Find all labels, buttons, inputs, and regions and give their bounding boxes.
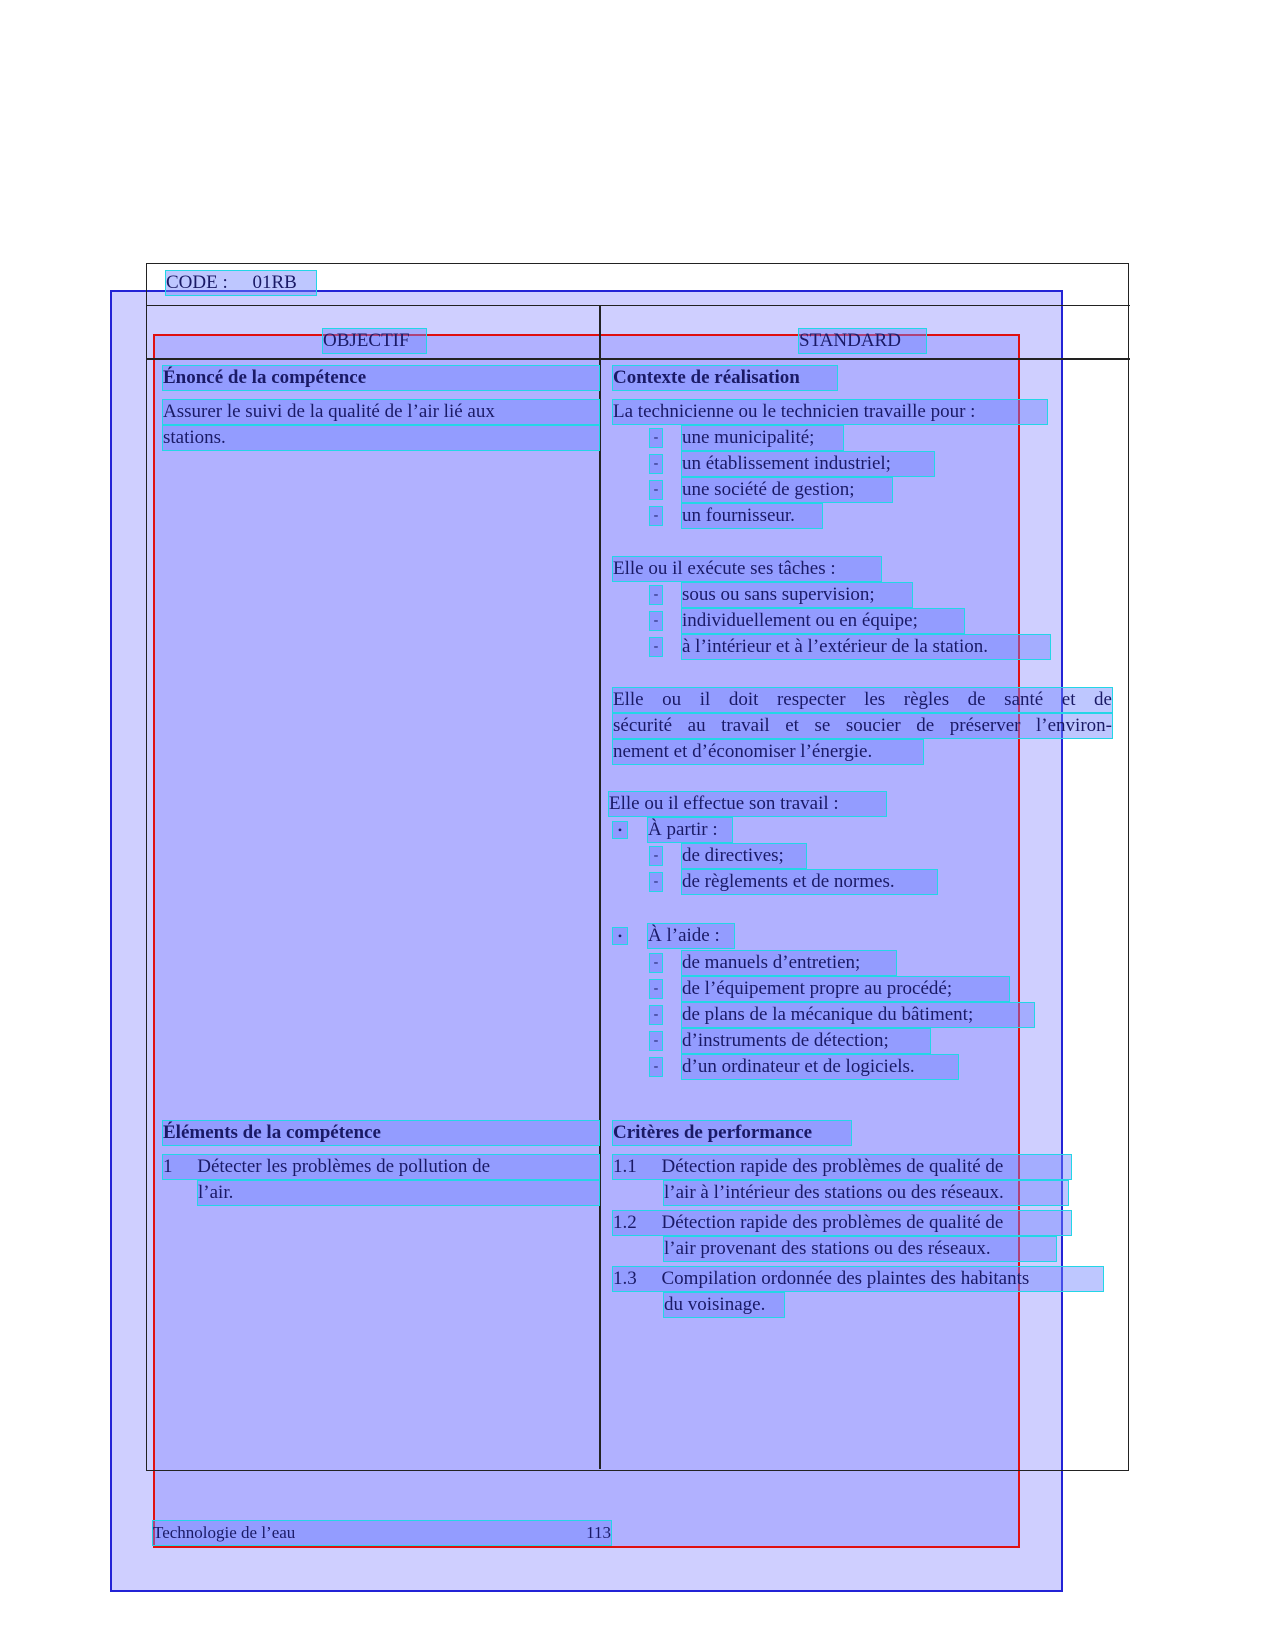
aide-item-4: d’instruments de détection;: [682, 1029, 930, 1053]
criterion-2-line-2: l’air provenant des stations ou des réseaux.: [664, 1237, 1056, 1261]
dash-bullet: -: [650, 429, 662, 447]
criterion-3-line-1: [613, 1267, 1103, 1291]
context-item-4: un fournisseur.: [682, 504, 822, 528]
aide-item-1: de manuels d’entretien;: [682, 951, 896, 975]
criterion-2-text: Détection rapide des problèmes de qualité de: [661, 1212, 1004, 1233]
travail-intro: Elle ou il effectue son travail :: [609, 792, 886, 816]
code-line: [166, 271, 316, 295]
criterion-1-text: Détection rapide des problèmes de qualité de: [661, 1156, 1004, 1177]
criterion-3-text: Compilation ordonnée des plaintes des habitants: [661, 1268, 1030, 1289]
element-1-line-1: [163, 1155, 599, 1179]
dash-bullet: -: [650, 638, 662, 656]
page-number: 113: [586, 1523, 611, 1542]
taches-item-2: individuellement ou en équipe;: [682, 609, 964, 633]
criterion-3-line-2: du voisinage.: [664, 1293, 784, 1317]
criterion-2-line-1: [613, 1211, 1071, 1235]
criterion-2-number: 1.2: [613, 1212, 637, 1233]
dash-bullet: -: [650, 481, 662, 499]
dash-bullet: -: [650, 455, 662, 473]
criterion-3-number: 1.3: [613, 1268, 637, 1289]
taches-item-3: à l’intérieur et à l’extérieur de la station.: [682, 635, 1050, 659]
criterion-1-number: 1.1: [613, 1156, 637, 1177]
context-item-1: une municipalité;: [682, 426, 843, 450]
dash-bullet: -: [650, 586, 662, 604]
round-bullet: •: [613, 822, 627, 838]
column-title-objectif: OBJECTIF: [323, 329, 426, 353]
element-1-line-2: l’air.: [198, 1181, 599, 1205]
aide-item-2: de l’équipement propre au procédé;: [682, 977, 1009, 1001]
apartir-item-2: de règlements et de normes.: [682, 870, 937, 894]
apartir-label: À partir :: [648, 818, 732, 842]
element-1-number: 1: [163, 1156, 173, 1177]
dash-bullet: -: [650, 1058, 662, 1076]
regles-line-2: sécurité au travail et se soucier de préserver l’environ-: [613, 715, 1112, 736]
regles-line-3: nement et d’économiser l’énergie.: [613, 740, 923, 764]
aide-label: À l’aide :: [648, 924, 734, 948]
context-item-3: une société de gestion;: [682, 478, 892, 502]
footer-line: [153, 1521, 611, 1545]
criterion-1-line-2: l’air à l’intérieur des stations ou des réseaux.: [664, 1181, 1068, 1205]
round-bullet: •: [613, 928, 627, 944]
element-1-text: Détecter les problèmes de pollution de: [197, 1156, 491, 1177]
dash-bullet: -: [650, 847, 662, 865]
contexte-title: Contexte de réalisation: [613, 366, 837, 390]
context-intro: La technicienne ou le technicien travaille pour :: [613, 400, 1047, 424]
elements-title: Éléments de la compétence: [163, 1121, 599, 1145]
dash-bullet: -: [650, 873, 662, 891]
dash-bullet: -: [650, 1032, 662, 1050]
dash-bullet: -: [650, 1006, 662, 1024]
taches-intro: Elle ou il exécute ses tâches :: [613, 557, 881, 581]
header-rule: [146, 305, 1130, 306]
footer-title: Technologie de l’eau: [153, 1523, 296, 1542]
taches-item-1: sous ou sans supervision;: [682, 583, 912, 607]
dash-bullet: -: [650, 980, 662, 998]
column-title-standard: STANDARD: [799, 329, 926, 353]
dash-bullet: -: [650, 507, 662, 525]
regles-line-1: Elle ou il doit respecter les règles de santé et de: [613, 689, 1112, 710]
enonce-line-1: Assurer le suivi de la qualité de l’air lié aux: [163, 400, 599, 424]
apartir-item-1: de directives;: [682, 844, 806, 868]
criteres-title: Critères de performance: [613, 1121, 851, 1145]
context-item-2: un établissement industriel;: [682, 452, 934, 476]
aide-item-5: d’un ordinateur et de logiciels.: [682, 1055, 958, 1079]
enonce-line-2: stations.: [163, 426, 599, 450]
code-label: CODE :: [166, 272, 228, 293]
criterion-1-line-1: [613, 1155, 1071, 1179]
enonce-title: Énoncé de la compétence: [163, 366, 599, 390]
code-value: 01RB: [252, 272, 297, 293]
column-divider: [599, 306, 601, 1469]
columns-rule: [146, 358, 1130, 360]
dash-bullet: -: [650, 954, 662, 972]
aide-item-3: de plans de la mécanique du bâtiment;: [682, 1003, 1034, 1027]
dash-bullet: -: [650, 612, 662, 630]
